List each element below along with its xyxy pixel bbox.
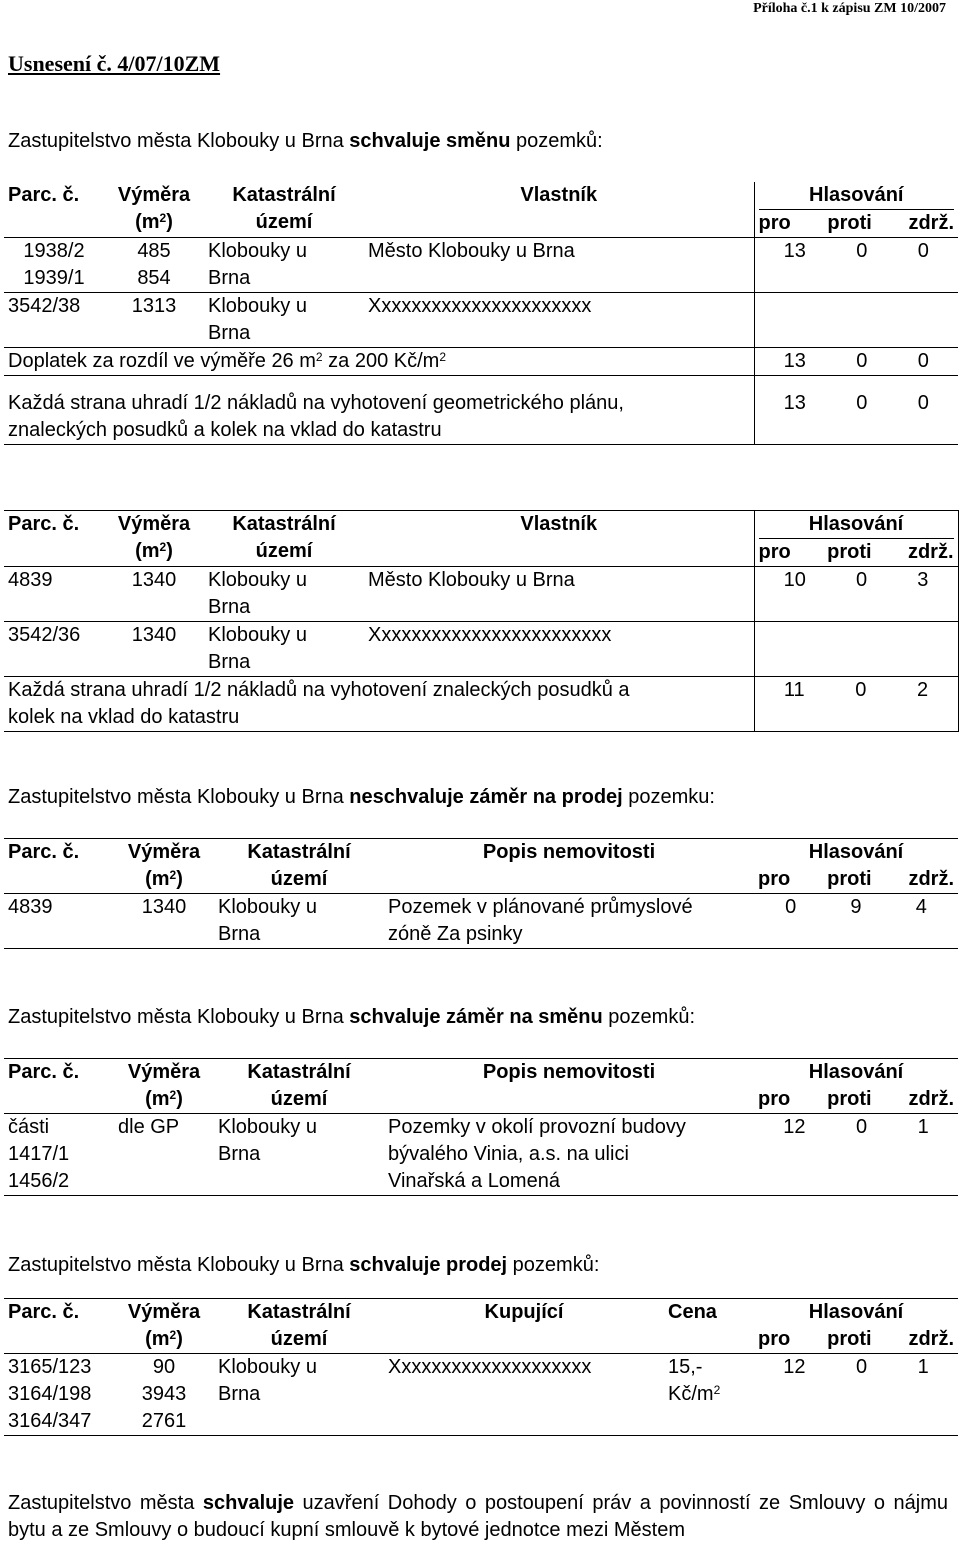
section4-intro: Zastupitelstvo města Klobouky u Brna schvaluje záměr na směnu pozemků: (8, 1006, 695, 1028)
section4-table (4, 1058, 958, 1196)
col-popis: Popis nemovitosti (482, 1061, 656, 1083)
table-row: 1938/2 1939/1 485 854 Klobouky u Brna Město Klobouky u Brna 13 0 0 (4, 238, 958, 293)
col-hlasovani: Hlasování pro proti zdrž. (754, 511, 958, 567)
col-vymera: Výměra $(m^2)$ (127, 1061, 201, 1110)
col-vlastnik: Vlastník (520, 184, 598, 206)
naklady-row: Každá strana uhradí 1/2 nákladů na vyhotovení znaleckých posudků a kolek na vklad do katastru 11 0 2 (4, 677, 958, 732)
col-parc: Parc. č. (8, 1061, 80, 1083)
table-row: 3542/38 1313 Klobouky u Brna Xxxxxxxxxxxxxxxxxxxxxx (4, 293, 958, 348)
col-vymera: Výměra $(m^2)$ (127, 841, 201, 890)
table-row: 4839 1340 Klobouky u Brna Pozemek v plánované průmyslové zóně Za psinky 0 9 4 (4, 894, 958, 949)
section1-intro: Zastupitelstvo města Klobouky u Brna schvaluje směnu pozemků: (8, 130, 603, 152)
col-katastr: Katastrální území (247, 1061, 351, 1110)
col-hlasovani: Hlasování pro proti zdrž. (758, 1301, 954, 1350)
col-vymera: Výměra $(m^2)$ (117, 513, 191, 562)
col-cena: Cena (668, 1301, 717, 1323)
section1-table (4, 182, 958, 445)
col-vymera: Výměra $(m^2)$ (117, 184, 191, 233)
table-row: části 1417/1 1456/2 dle GP Klobouky u Brna Pozemky v okolí provozní budovy bývalého Vinia, a.s. na ulici Vinařská a Lomená 12 0 1 (4, 1114, 958, 1196)
col-parc: Parc. č. (8, 184, 80, 206)
col-katastr: Katastrální území (232, 513, 336, 562)
col-parc: Parc. č. (8, 841, 80, 863)
doplatek-row: Doplatek za rozdíl ve výměře 26 $m^2$ za 200 $Kč/m^2$ 13 0 0 (4, 348, 958, 376)
section2-table (4, 510, 959, 732)
col-katastr: Katastrální území (247, 841, 351, 890)
section5-table (4, 1298, 958, 1436)
col-katastr: Katastrální území (232, 184, 336, 233)
col-parc: Parc. č. (8, 513, 80, 535)
col-vlastnik: Vlastník (520, 513, 598, 535)
closing-paragraph: Zastupitelstvo města schvaluje uzavření Dohody o postoupení práv a povinností ze Smlouvy o nájmu bytu a ze Smlouvy o budoucí kupní smlouvě k bytové jednotce mezi Městem (8, 1492, 948, 1541)
section3-intro: Zastupitelstvo města Klobouky u Brna neschvaluje záměr na prodej pozemku: (8, 786, 715, 808)
naklady-row: Každá strana uhradí 1/2 nákladů na vyhotovení geometrického plánu, znaleckých posudků a kolek na vklad do katastru 13 0 0 (4, 390, 958, 445)
col-kupujici: Kupující (484, 1301, 564, 1323)
col-hlasovani: Hlasování pro proti zdrž. (758, 841, 954, 890)
col-hlasovani: Hlasování pro proti zdrž. (758, 1061, 954, 1110)
table-row: 3542/36 1340 Klobouky u Brna Xxxxxxxxxxxxxxxxxxxxxxxx (4, 622, 958, 677)
table-row: 3165/123 3164/198 3164/347 90 3943 2761 Klobouky u Brna Xxxxxxxxxxxxxxxxxxxx 15,- $Kč/m^2$ 12 0 1 (4, 1354, 958, 1436)
col-vymera: Výměra $(m^2)$ (127, 1301, 201, 1350)
col-katastr: Katastrální území (247, 1301, 351, 1350)
attachment-header: Příloha č.1 k zápisu ZM 10/2007 (753, 1, 946, 16)
col-parc: Parc. č. (8, 1301, 80, 1323)
col-hlasovani: Hlasování pro proti zdrž. (754, 182, 958, 238)
col-popis: Popis nemovitosti (482, 841, 656, 863)
resolution-title: Usnesení č. 4/07/10ZM (8, 51, 221, 76)
section5-intro: Zastupitelstvo města Klobouky u Brna schvaluje prodej pozemků: (8, 1254, 600, 1276)
section3-table (4, 838, 958, 949)
table-row: 4839 1340 Klobouky u Brna Město Klobouky u Brna 10 0 3 (4, 567, 958, 622)
